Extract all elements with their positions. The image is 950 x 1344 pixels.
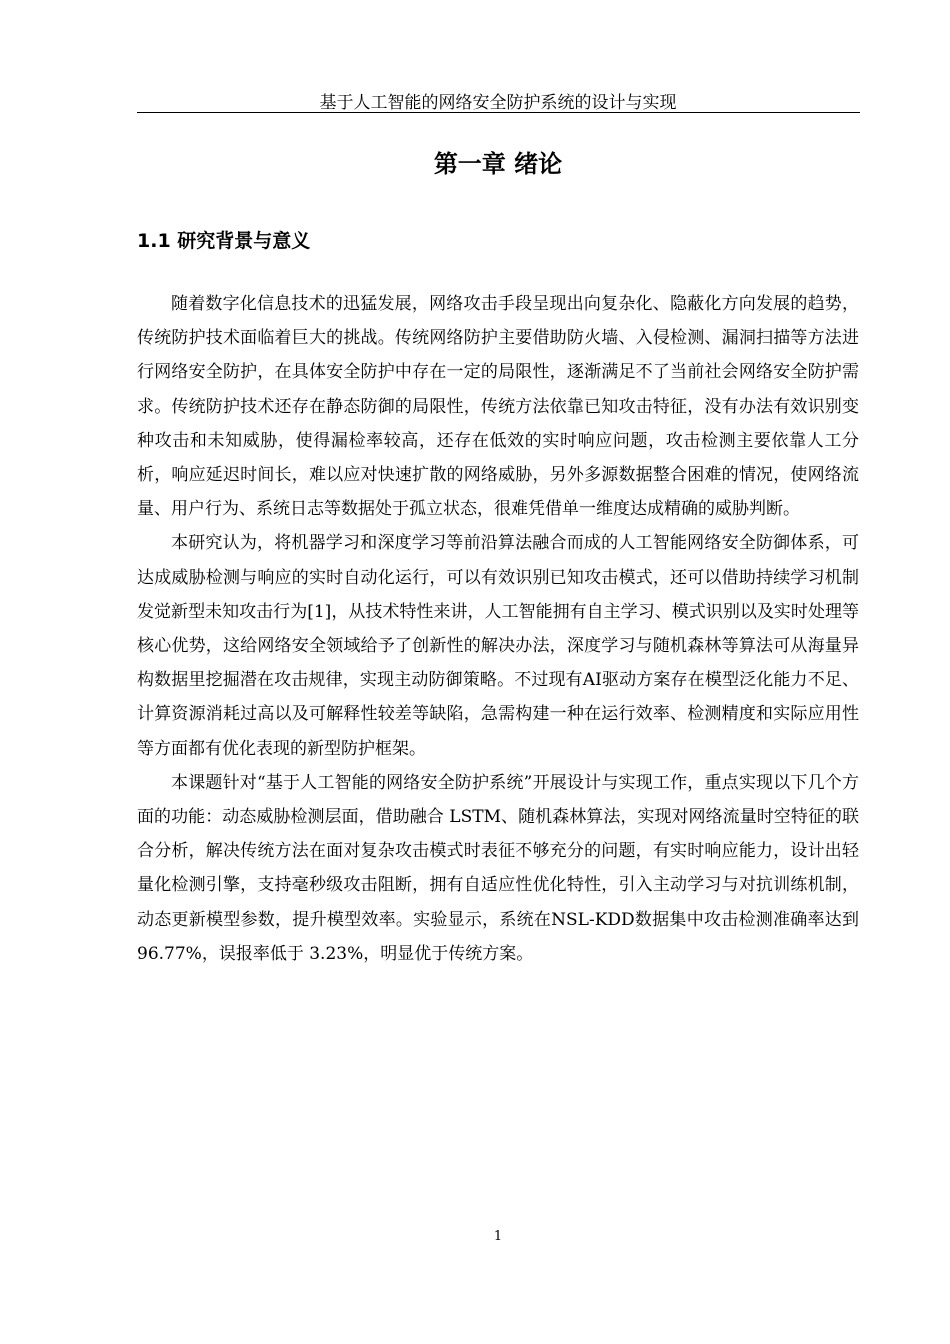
body-text — [137, 287, 859, 971]
paragraph: 随着数字化信息技术的迅猛发展，网络攻击手段呈现出向复杂化、隐蔽化方向发展的趋势，传统防护技术面临着巨大的挑战。传统网络防护主要借助防火墙、入侵检测、漏洞扫描等方法进行网络安全防护，在具体安全防护中存在一定的局限性，逐渐满足不了当前社会网络安全防护需求。传统防护技术还存在静态防御的局限性，传统方法依靠已知攻击特征，没有办法有效识别变种攻击和未知威胁，使得漏检率较高，还存在低效的实时响应问题，攻击检测主要依靠人工分析，响应延迟时间长，难以应对快速扩散的网络威胁，另外多源数据整合困难的情况，使网络流量、用户行为、系统日志等数据处于孤立状态，很难凭借单一维度达成精确的威胁判断。 — [137, 294, 859, 520]
page-number: 1 — [493, 1229, 503, 1244]
chapter-title: 第一章 绪论 — [433, 150, 563, 178]
running-header: 基于人工智能的网络安全防护系统的设计与实现 — [319, 93, 677, 113]
section-title: 1.1 研究背景与意义 — [137, 230, 311, 252]
paragraph: 本课题针对“基于人工智能的网络安全防护系统”开展设计与实现工作，重点实现以下几个方面的功能：动态威胁检测层面，借助融合 LSTM、随机森林算法，实现对网络流量时空特征的联合分析，解决传统方法在面对复杂攻击模式时表征不够充分的问题，有实时响应能力，设计出轻量化检测引擎，支持毫秒级攻击阻断，拥有自适应性优化特性，引入主动学习与对抗训练机制，动态更新模型参数，提升模型效率。实验显示，系统在NSL-KDD数据集中攻击检测准确率达到 96.77%，误报率低于 3.23%，明显优于传统方案。 — [137, 772, 859, 964]
paragraph: 本研究认为，将机器学习和深度学习等前沿算法融合而成的人工智能网络安全防御体系，可达成威胁检测与响应的实时自动化运行，可以有效识别已知攻击模式，还可以借助持续学习机制发觉新型未知攻击行为[1]，从技术特性来讲，人工智能拥有自主学习、模式识别以及实时处理等核心优势，这给网络安全领域给予了创新性的解决办法，深度学习与随机森林等算法可从海量异构数据里挖掘潜在攻击规律，实现主动防御策略。不过现有AI驱动方案存在模型泛化能力不足、计算资源消耗过高以及可解释性较差等缺陷，急需构建一种在运行效率、检测精度和实际应用性等方面都有优化表现的新型防护框架。 — [137, 533, 859, 759]
header-divider — [137, 112, 860, 113]
